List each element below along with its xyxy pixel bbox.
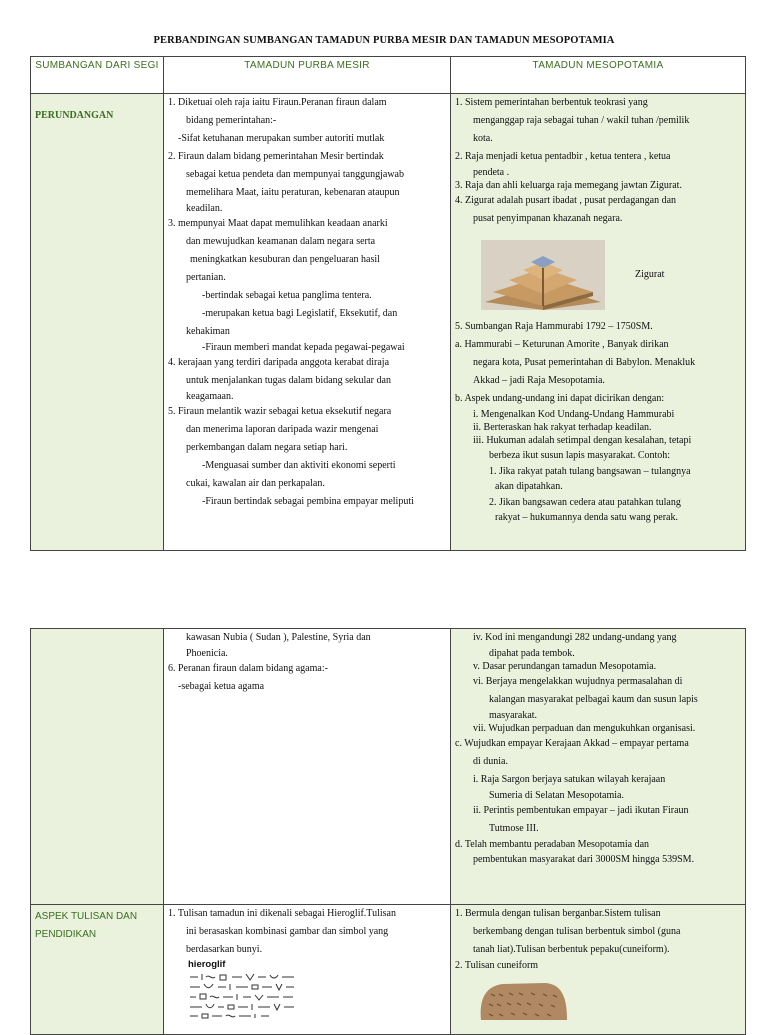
text-line: 5. Sumbangan Raja Hammurabi 1792 – 1750SM. bbox=[455, 321, 653, 332]
text-line: a. Hammurabi – Keturunan Amorite , Banyak dirikan bbox=[455, 339, 669, 350]
hieroglif-caption: hieroglif bbox=[188, 959, 226, 970]
text-line: -merupakan ketua bagi Legislatif, Eksekutif, dan bbox=[202, 308, 398, 319]
text-line: 4. kerajaan yang terdiri daripada anggota kerabat diraja bbox=[168, 357, 390, 368]
text-line: -Menguasai sumber dan aktiviti ekonomi seperti bbox=[202, 460, 396, 471]
mesopotamia-perundangan-cell bbox=[451, 94, 746, 551]
text-line: vii. Wujudkan perpaduan dan mengukuhkan organisasi. bbox=[473, 723, 696, 734]
text-line: Akkad – jadi Raja Mesopotamia. bbox=[473, 375, 605, 386]
text-line: iv. Kod ini mengandungi 282 undang-undang yang bbox=[473, 632, 677, 643]
cuneiform-tablet-figure bbox=[475, 980, 741, 1027]
mesopotamia-perundangan-cell-continued bbox=[451, 629, 746, 905]
text-line: pendeta . bbox=[473, 167, 510, 178]
text-line: Phoenicia. bbox=[186, 648, 228, 659]
comparison-table-part-2 bbox=[30, 628, 746, 1035]
mesopotamia-tulisan-cell bbox=[451, 905, 746, 1035]
text-line: pembentukan masyarakat dari 3000SM hingga 539SM. bbox=[473, 854, 695, 865]
mesopotamia-perundangan-text-top bbox=[455, 94, 741, 228]
comparison-table-part-1 bbox=[30, 56, 746, 551]
cuneiform-tablet-image bbox=[475, 980, 571, 1020]
hieroglif-image bbox=[188, 971, 298, 1019]
mesir-perundangan-cell bbox=[164, 94, 451, 551]
ziggurat-image bbox=[481, 240, 605, 310]
text-line: b. Aspek undang-undang ini dapat dicirikan dengan: bbox=[455, 393, 665, 404]
text-line: -sebagai ketua agama bbox=[178, 681, 265, 692]
text-line: 5. Firaun melantik wazir sebagai ketua eksekutif negara bbox=[168, 406, 392, 417]
text-line: -bertindak sebagai ketua panglima tentera. bbox=[202, 290, 372, 301]
text-line: 1. Diketuai oleh raja iaitu Firaun.Peranan firaun dalam bbox=[168, 97, 387, 108]
text-line: berkembang dengan tulisan berbentuk simbol (guna bbox=[473, 926, 681, 937]
text-line: vi. Berjaya mengelakkan wujudnya permasalahan di bbox=[473, 676, 683, 687]
header-mesopotamia: TAMADUN MESOPOTAMIA bbox=[451, 57, 746, 94]
text-line: -Firaun memberi mandat kepada pegawai-pegawai bbox=[202, 342, 405, 353]
text-line: 4. Zigurat adalah pusart ibadat , pusat perdagangan dan bbox=[455, 195, 677, 206]
text-line: 3. Raja dan ahli keluarga raja memegang jawtan Zigurat. bbox=[455, 180, 682, 191]
text-line: d. Telah membantu peradaban Mesopotamia dan bbox=[455, 839, 650, 850]
text-line: i. Mengenalkan Kod Undang-Undang Hammurabi bbox=[473, 409, 675, 420]
text-line: sebagai ketua pendeta dan mempunyai tanggungjawab bbox=[186, 169, 404, 180]
document-title: PERBANDINGAN SUMBANGAN TAMADUN PURBA MESIR DAN TAMADUN MESOPOTAMIA bbox=[153, 35, 615, 46]
row-label-perundangan: PERUNDANGAN bbox=[31, 94, 164, 551]
mesopotamia-tulisan-text bbox=[455, 905, 741, 972]
text-line: ini berasaskan kombinasi gambar dan simbol yang bbox=[186, 926, 389, 937]
text-line: 3. mempunyai Maat dapat memulihkan keadaan anarki bbox=[168, 218, 388, 229]
text-line: 6. Peranan firaun dalam bidang agama:- bbox=[168, 663, 328, 674]
hieroglif-figure bbox=[188, 959, 446, 1026]
text-line: -Sifat ketuhanan merupakan sumber autoriti mutlak bbox=[178, 133, 385, 144]
text-line: cukai, kawalan air dan perkapalan. bbox=[186, 478, 325, 489]
text-line: ii. Berteraskan hak rakyat terhadap keadilan. bbox=[473, 422, 652, 433]
row-label-tulisan: ASPEK TULISAN DAN PENDIDIKAN bbox=[31, 905, 164, 1035]
text-line: 1. Sistem pemerintahan berbentuk teokrasi yang bbox=[455, 97, 648, 108]
text-line: akan dipatahkan. bbox=[495, 481, 563, 492]
text-line: Tutmose III. bbox=[489, 823, 539, 834]
text-line: perkembangan dalam negara setiap hari. bbox=[186, 442, 348, 453]
text-line: bidang pemerintahan:- bbox=[186, 115, 277, 126]
header-sumbangan: SUMBANGAN DARI SEGI bbox=[31, 57, 164, 94]
text-line: kalangan masyarakat pelbagai kaum dan susun lapis bbox=[489, 694, 698, 705]
text-line: pusat penyimpanan khazanah negara. bbox=[473, 213, 623, 224]
text-line: keagamaan. bbox=[186, 391, 234, 402]
text-line: ii. Perintis pembentukan empayar – jadi ikutan Firaun bbox=[473, 805, 689, 816]
mesir-tulisan-text bbox=[168, 905, 446, 959]
text-line: dipahat pada tembok. bbox=[489, 648, 575, 659]
ziggurat-caption: Zigurat bbox=[635, 269, 665, 280]
text-line: -Firaun bertindak sebagai pembina empayar meliputi bbox=[202, 496, 414, 507]
text-line: dan menerima laporan daripada wazir mengenai bbox=[186, 424, 379, 435]
text-line: 1. Tulisan tamadun ini dikenali sebagai Hieroglif.Tulisan bbox=[168, 908, 396, 919]
text-line: 2. Tulisan cuneiform bbox=[455, 960, 539, 971]
text-line: masyarakat. bbox=[489, 710, 538, 721]
text-line: 1. Jika rakyat patah tulang bangsawan – tulangnya bbox=[489, 466, 691, 477]
mesir-perundangan-cell-continued bbox=[164, 629, 451, 905]
text-line: i. Raja Sargon berjaya satukan wilayah kerajaan bbox=[473, 774, 666, 785]
ziggurat-figure bbox=[481, 240, 741, 310]
text-line: keadilan. bbox=[186, 203, 223, 214]
text-line: c. Wujudkan empayar Kerajaan Akkad – empayar pertama bbox=[455, 738, 689, 749]
mesir-tulisan-cell bbox=[164, 905, 451, 1035]
mesopotamia-perundangan-text-bottom bbox=[455, 318, 741, 527]
text-line: memelihara Maat, iaitu peraturan, kebenaran ataupun bbox=[186, 187, 400, 198]
text-line: iii. Hukuman adalah setimpal dengan kesalahan, tetapi bbox=[473, 435, 692, 446]
text-line: kehakiman bbox=[186, 326, 230, 337]
text-line: berbeza ikut susun lapis masyarakat. Contoh: bbox=[489, 450, 671, 461]
row-label-perundangan-continued bbox=[31, 629, 164, 905]
text-line: negara kota, Pusat pemerintahan di Babylon. Menakluk bbox=[473, 357, 696, 368]
text-line: dan mewujudkan keamanan dalam negara serta bbox=[186, 236, 376, 247]
mesir-perundangan-text bbox=[168, 94, 446, 511]
mesir-perundangan-text-continued bbox=[168, 629, 446, 696]
text-line: berdasarkan bunyi. bbox=[186, 944, 263, 955]
text-line: untuk menjalankan tugas dalam bidang sekular dan bbox=[186, 375, 391, 386]
text-line: di dunia. bbox=[473, 756, 508, 767]
mesopotamia-perundangan-text-continued bbox=[455, 629, 741, 869]
text-line: tanah liat).Tulisan berbentuk pepaku(cuneiform). bbox=[473, 944, 670, 955]
text-line: kawasan Nubia ( Sudan ), Palestine, Syria dan bbox=[186, 632, 371, 643]
text-line: pertanian. bbox=[186, 272, 226, 283]
text-line: menganggap raja sebagai tuhan / wakil tuhan /pemilik bbox=[473, 115, 690, 126]
text-line: meningkatkan kesuburan dan pengeluaran hasil bbox=[190, 254, 380, 265]
text-line: rakyat – hukumannya denda satu wang perak. bbox=[495, 512, 678, 523]
header-mesir: TAMADUN PURBA MESIR bbox=[164, 57, 451, 94]
text-line: 2. Jikan bangsawan cedera atau patahkan tulang bbox=[489, 497, 681, 508]
text-line: 2. Firaun dalam bidang pemerintahan Mesir bertindak bbox=[168, 151, 384, 162]
text-line: 2. Raja menjadi ketua pentadbir , ketua tentera , ketua bbox=[455, 151, 671, 162]
text-line: 1. Bermula dengan tulisan berganbar.Sistem tulisan bbox=[455, 908, 661, 919]
text-line: v. Dasar perundangan tamadun Mesopotamia. bbox=[473, 661, 657, 672]
text-line: Sumeria di Selatan Mesopotamia. bbox=[489, 790, 624, 801]
text-line: kota. bbox=[473, 133, 493, 144]
